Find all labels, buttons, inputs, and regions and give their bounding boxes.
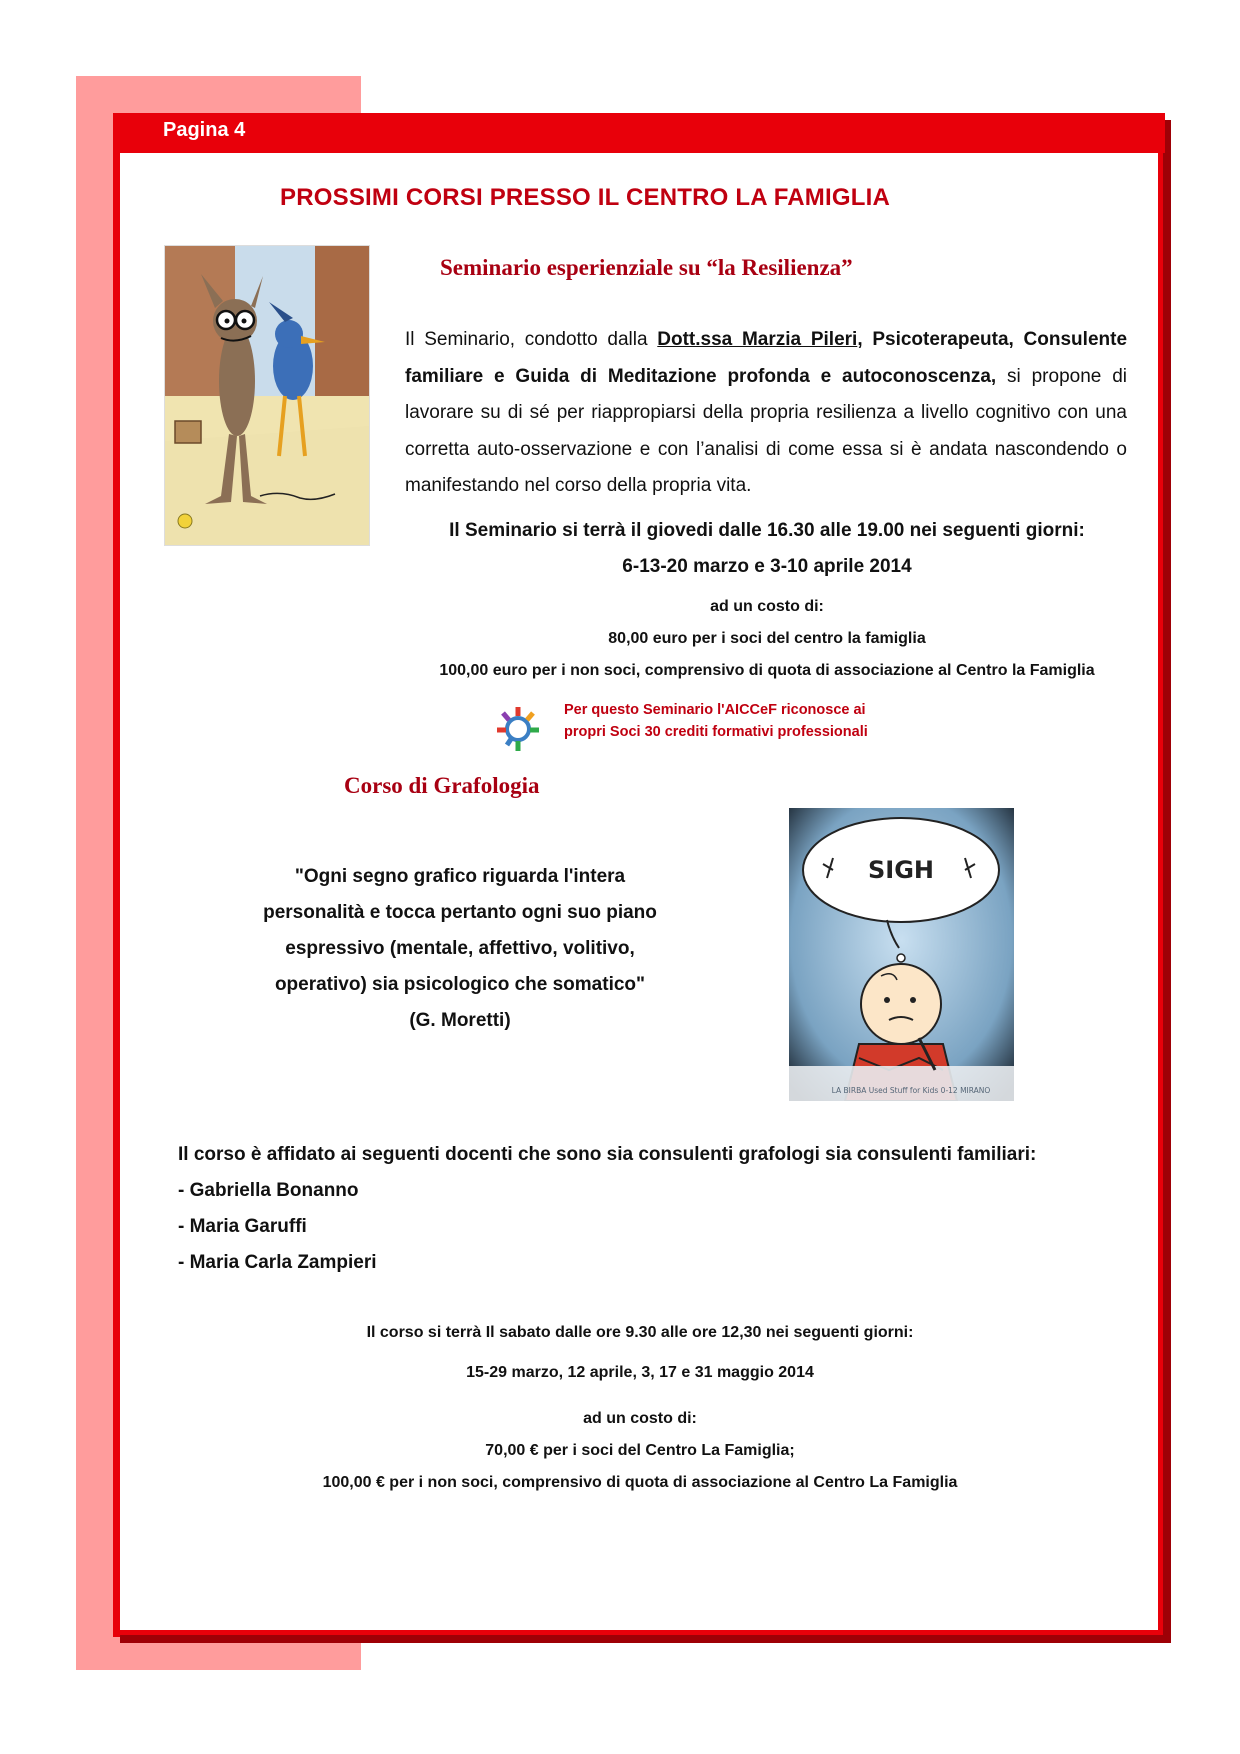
resilienza-cost-non-soci: 100,00 euro per i non soci, comprensivo di quota di associazione al Centro la Famiglia bbox=[439, 662, 1095, 679]
aicccef-note-line1: Per questo Seminario l'AICCeF riconosce ai bbox=[564, 702, 866, 718]
docente-item: - Maria Garuffi bbox=[178, 1216, 307, 1237]
quote-line-3: espressivo (mentale, affettivo, volitivo, bbox=[285, 938, 635, 959]
aicccef-note-line2: propri Soci 30 crediti formativi professionali bbox=[564, 724, 868, 740]
quote-line-4: operativo) sia psicologico che somatico" bbox=[274, 974, 646, 995]
page-title: PROSSIMI CORSI PRESSO IL CENTRO LA FAMIGLIA bbox=[280, 184, 890, 211]
desc-intro: Il Seminario, condotto dalla bbox=[405, 329, 658, 350]
cartoon-sigh-text: SIGH bbox=[868, 856, 934, 884]
charlie-brown-cartoon bbox=[789, 808, 1014, 1101]
resilienza-cost-intro: ad un costo di: bbox=[710, 598, 824, 615]
aicccef-logo-icon bbox=[493, 703, 543, 755]
resilienza-schedule: Il Seminario si terrà il giovedi dalle 16.30 alle 19.00 nei seguenti giorni: bbox=[449, 520, 1085, 541]
desc-doctor-name: Dott.ssa Marzia Pileri bbox=[657, 329, 858, 350]
resilienza-cost-soci: 80,00 euro per i soci del centro la famiglia bbox=[608, 630, 926, 647]
page-number-label: Pagina 4 bbox=[163, 119, 246, 141]
docenti-intro: Il corso è affidato ai seguenti docenti che sono sia consulenti grafologi sia consulenti familiari: bbox=[178, 1144, 1037, 1165]
desc-separator: , bbox=[857, 329, 873, 350]
quote-line-1: "Ogni segno grafico riguarda l'intera bbox=[294, 866, 626, 887]
grafologia-cost-soci: 70,00 € per i soci del Centro La Famiglia; bbox=[485, 1442, 795, 1459]
grafologia-cost-non-soci: 100,00 € per i non soci, comprensivo di quota di associazione al Centro La Famiglia bbox=[322, 1474, 958, 1491]
header-band bbox=[113, 113, 1165, 153]
coyote-roadrunner-illustration bbox=[164, 245, 370, 546]
quote-author: (G. Moretti) bbox=[409, 1010, 511, 1031]
cartoon-caption: LA BIRBA Used Stuff for Kids 0-12 MIRANO bbox=[831, 1086, 991, 1095]
grafologia-dates: 15-29 marzo, 12 aprile, 3, 17 e 31 maggio 2014 bbox=[466, 1364, 814, 1381]
grafologia-schedule: Il corso si terrà Il sabato dalle ore 9.30 alle ore 12,30 nei seguenti giorni: bbox=[366, 1324, 914, 1341]
grafologia-heading: Corso di Grafologia bbox=[344, 773, 540, 798]
desc-rest: si propone di lavorare su di sé per riappropiarsi della propria resilienza a livello cognitivo con una corretta auto-osservazione e con l’analisi di come essa si è andata nascondendo o manifestando nel corso della propria vita. bbox=[405, 365, 1127, 496]
resilienza-heading: Seminario esperienziale su “la Resilienza” bbox=[440, 255, 853, 280]
quote-line-2: personalità e tocca pertanto ogni suo piano bbox=[263, 902, 657, 923]
frame-shadow-bottom bbox=[120, 1635, 1171, 1643]
grafologia-cost-intro: ad un costo di: bbox=[583, 1410, 697, 1427]
docente-item: - Gabriella Bonanno bbox=[178, 1180, 359, 1201]
desc-roles: Psicoterapeuta, Consulente familiare e Guida di Meditazione profonda e autoconoscenza, bbox=[405, 329, 1128, 387]
frame-shadow-right bbox=[1163, 120, 1171, 1642]
resilienza-description bbox=[405, 322, 1127, 505]
docente-item: - Maria Carla Zampieri bbox=[178, 1252, 377, 1273]
resilienza-dates: 6-13-20 marzo e 3-10 aprile 2014 bbox=[622, 556, 912, 577]
